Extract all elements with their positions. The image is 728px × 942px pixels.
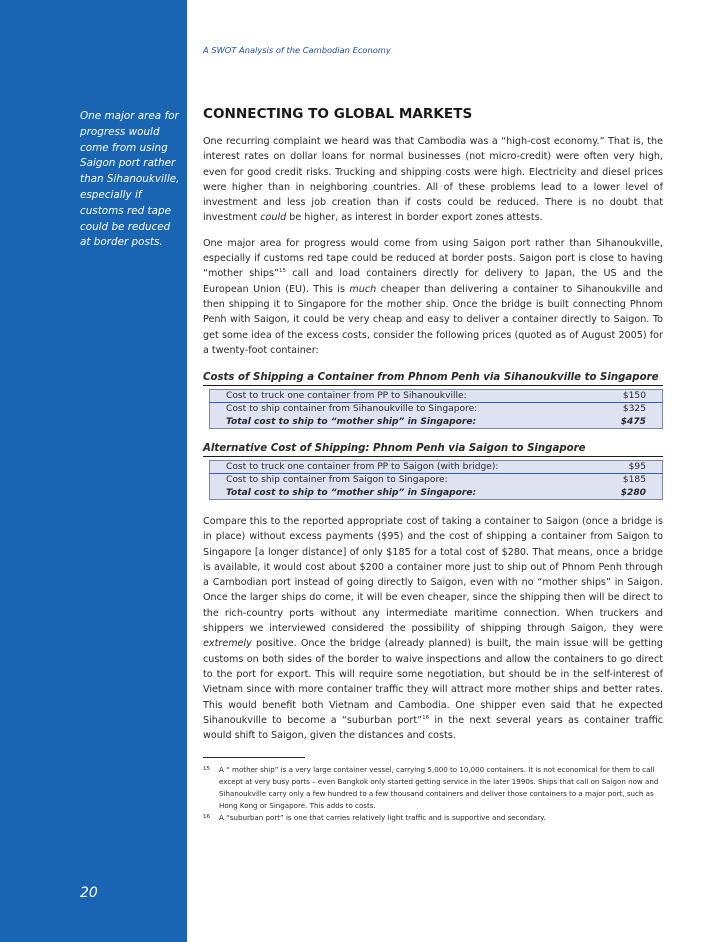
- paragraph-2: One major area for progress would come from using Saigon port rather than Sihanoukville, especially if customs red tape could be reduced at border posts. Saigon port is close to having “mother ships”$^{15}$ call and load containers directly for delivery to Japan, the US and the European Union (EU). This is much cheaper than delivering a container to Sihanoukville and then shipping it to Singapore for the mother ship. Once the bridge is built connecting Phnom Penh with Saigon, it could be very cheap and easy to deliver a container directly to Saigon. To get some idea of the excess costs, consider the following prices (quoted as of August 2005) for a twenty-foot container:: [203, 237, 663, 356]
- pull-quote: One major area for progress would come from using Saigon port rather than Sihanoukville, especially if customs red tape could be reduced at border posts.: [80, 110, 180, 249]
- paragraph-3: Compare this to the reported appropriate cost of taking a container to Saigon (once a bridge is in place) without excess payments ($95) and the cost of shipping a container from Saigon to Singapore [a longer distance] of only $185 for a total cost of $280. That means, once a bridge is available, it would cost about $200 a container more just to ship out of Phnom Penh through a Cambodian port instead of going directly to Saigon, even with no “mother ships” in Saigon. Once the larger ships do come, it will be even cheaper, since the shipping then will be direct to the rich-country ports without any intermediate maritime connection. When truckers and shippers we interviewed considered the possibility of shipping through Saigon, they were extremely positive. Once the bridge (already planned) is built, the main issue will be getting customs on both sides of the border to waive inspections and allow the containers to go direct to the port for export. This will require some negotiation, but should be in the self-interest of Vietnam since with more container traffic they will attract more mother ships and better rates. This would benefit both Vietnam and Cambodia. One shipper even said that he expected Sihanoukville to become a “suburban port”$^{16}$ in the next several years as container traffic would shift to Saigon, given the distances and costs.: [203, 515, 663, 742]
- paragraph-1: One recurring complaint we heard was that Cambodia was a “high-cost economy.” That is, the interest rates on dollar loans for normal businesses (not micro-credit) were often very high, even for good credit risks. Trucking and shipping costs were high. Electricity and diesel prices were higher than in neighboring countries. All of these problems lead to a lower level of investment and less job creation than if costs could be reduced. There is no doubt that investment could be higher, as interest in border export zones attests.: [203, 136, 663, 224]
- footnote-ref[interactable]: 15: [278, 268, 286, 275]
- table-row: Cost to truck one container from PP to Saigon (with bridge): $95: [210, 461, 662, 474]
- footnote: 15 A “ mother ship” is a very large container vessel, carrying 5,000 to 10,000 containers. It is not economical for them to call except at very busy ports – even Bangkok only started getting service in the later 1990s. Ships that call on Saigon now and Sihanoukville carry only a few hundred to a few thousand containers and deliver those containers to a major port, such as Hong Kong or Singapore. This adds to costs.: [203, 765, 659, 811]
- table-2-title: Alternative Cost of Shipping: Phnom Penh via Saigon to Singapore: [203, 443, 663, 457]
- table-row: Cost to truck one container from PP to Sihanoukville: $150: [210, 390, 662, 403]
- table-row: Cost to ship container from Saigon to Singapore: $185: [226, 475, 646, 486]
- footnote-divider: [203, 757, 305, 758]
- table-row: Cost to ship container from Sihanoukville to Singapore: $325: [226, 404, 646, 415]
- table-1-title: Costs of Shipping a Container from Phnom Penh via Sihanoukville to Singapore: [203, 372, 663, 386]
- section-heading: CONNECTING TO GLOBAL MARKETS: [203, 106, 473, 122]
- main-column: [203, 106, 663, 824]
- footnote: 16 A “suburban port” is one that carries relatively light traffic and is supportive and secondary.: [203, 813, 546, 823]
- footnote-ref[interactable]: 16: [422, 714, 430, 721]
- running-head: A SWOT Analysis of the Cambodian Economy: [203, 45, 391, 55]
- cost-table-sihanoukville: [209, 389, 663, 429]
- table-total-row: Total cost to ship to “mother ship” in Singapore: $475: [226, 416, 646, 427]
- page-number: 20: [80, 885, 98, 901]
- table-total-row: Total cost to ship to “mother ship” in Singapore: $280: [226, 487, 646, 498]
- cost-table-saigon: [209, 460, 663, 500]
